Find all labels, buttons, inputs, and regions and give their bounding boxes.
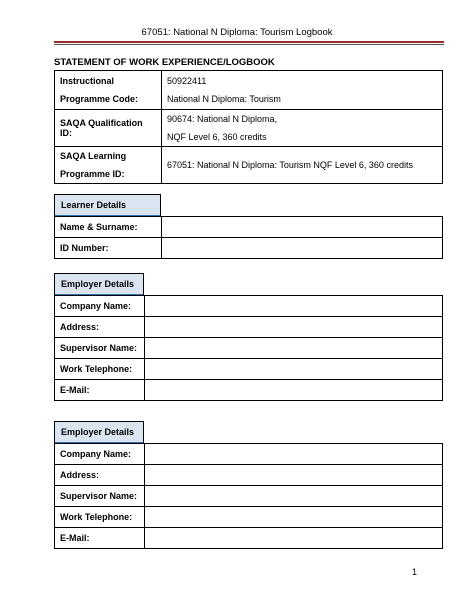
page-number: 1: [412, 567, 418, 577]
employer-details-table: [54, 295, 443, 401]
address-field[interactable]: [145, 465, 443, 486]
table-row: [55, 486, 443, 507]
saqa-qualification-value-line2: NQF Level 6, 360 credits: [167, 132, 267, 142]
address-field[interactable]: [145, 317, 443, 338]
email-field[interactable]: [145, 380, 443, 401]
saqa-learning-label-line2: Programme ID:: [60, 169, 125, 179]
employer-details-heading-2: [54, 421, 144, 443]
address-label: Address:: [55, 317, 145, 338]
company-name-label: Company Name:: [55, 296, 145, 317]
table-row: [55, 338, 443, 359]
work-telephone-field[interactable]: [145, 359, 443, 380]
table-row: [55, 528, 443, 549]
employer-details-table-2: [54, 443, 443, 549]
programme-code-value-line1: 50922411: [167, 76, 207, 86]
work-telephone-field[interactable]: [145, 507, 443, 528]
company-name-label: Company Name:: [55, 444, 145, 465]
table-row: [55, 296, 443, 317]
programme-code-label-cell: [55, 71, 162, 110]
email-field[interactable]: [145, 528, 443, 549]
supervisor-name-field[interactable]: [145, 338, 443, 359]
page-title: STATEMENT OF WORK EXPERIENCE/LOGBOOK: [54, 57, 275, 68]
employer-details-heading: [54, 273, 144, 295]
header-rule: [54, 41, 444, 43]
saqa-learning-row: [55, 147, 443, 184]
work-telephone-label: Work Telephone:: [55, 359, 145, 380]
table-row: [55, 217, 443, 238]
programme-code-label-line2: Programme Code:: [60, 94, 139, 104]
id-number-label: ID Number:: [55, 238, 162, 259]
programme-table: [54, 70, 443, 184]
header-rule-thin: [54, 44, 444, 45]
email-label: E-Mail:: [55, 380, 145, 401]
saqa-learning-value: 67051: National N Diploma: Tourism NQF Level 6, 360 credits: [162, 147, 443, 184]
table-row: [55, 238, 443, 259]
saqa-qualification-row: [55, 110, 443, 147]
running-header: 67051: National N Diploma: Tourism Logbook: [141, 27, 333, 38]
name-surname-field[interactable]: [162, 217, 443, 238]
company-name-field[interactable]: [145, 296, 443, 317]
learner-details-table: [54, 216, 443, 259]
work-telephone-label: Work Telephone:: [55, 507, 145, 528]
programme-code-label-line1: Instructional: [60, 76, 115, 86]
saqa-qualification-value-cell: [162, 110, 443, 147]
address-label: Address:: [55, 465, 145, 486]
table-row: [55, 380, 443, 401]
programme-code-row: [55, 71, 443, 110]
learner-details-heading: [54, 194, 161, 216]
programme-code-value-cell: [162, 71, 443, 110]
supervisor-name-field[interactable]: [145, 486, 443, 507]
learner-details-heading-text: Learner Details: [61, 200, 127, 210]
saqa-learning-label-cell: [55, 147, 162, 184]
programme-code-value-line2: National N Diploma: Tourism: [167, 94, 281, 104]
employer-details-heading-2-text: Employer Details: [61, 427, 135, 437]
saqa-learning-label-line1: SAQA Learning: [60, 151, 127, 161]
supervisor-name-label: Supervisor Name:: [55, 486, 145, 507]
saqa-qualification-value-line1: 90674: National N Diploma,: [167, 114, 278, 124]
table-row: [55, 507, 443, 528]
supervisor-name-label: Supervisor Name:: [55, 338, 145, 359]
company-name-field[interactable]: [145, 444, 443, 465]
employer-details-heading-text: Employer Details: [61, 279, 135, 289]
email-label: E-Mail:: [55, 528, 145, 549]
name-surname-label: Name & Surname:: [55, 217, 162, 238]
saqa-qualification-label: SAQA Qualification ID:: [55, 110, 162, 147]
table-row: [55, 465, 443, 486]
id-number-field[interactable]: [162, 238, 443, 259]
table-row: [55, 359, 443, 380]
table-row: [55, 317, 443, 338]
table-row: [55, 444, 443, 465]
